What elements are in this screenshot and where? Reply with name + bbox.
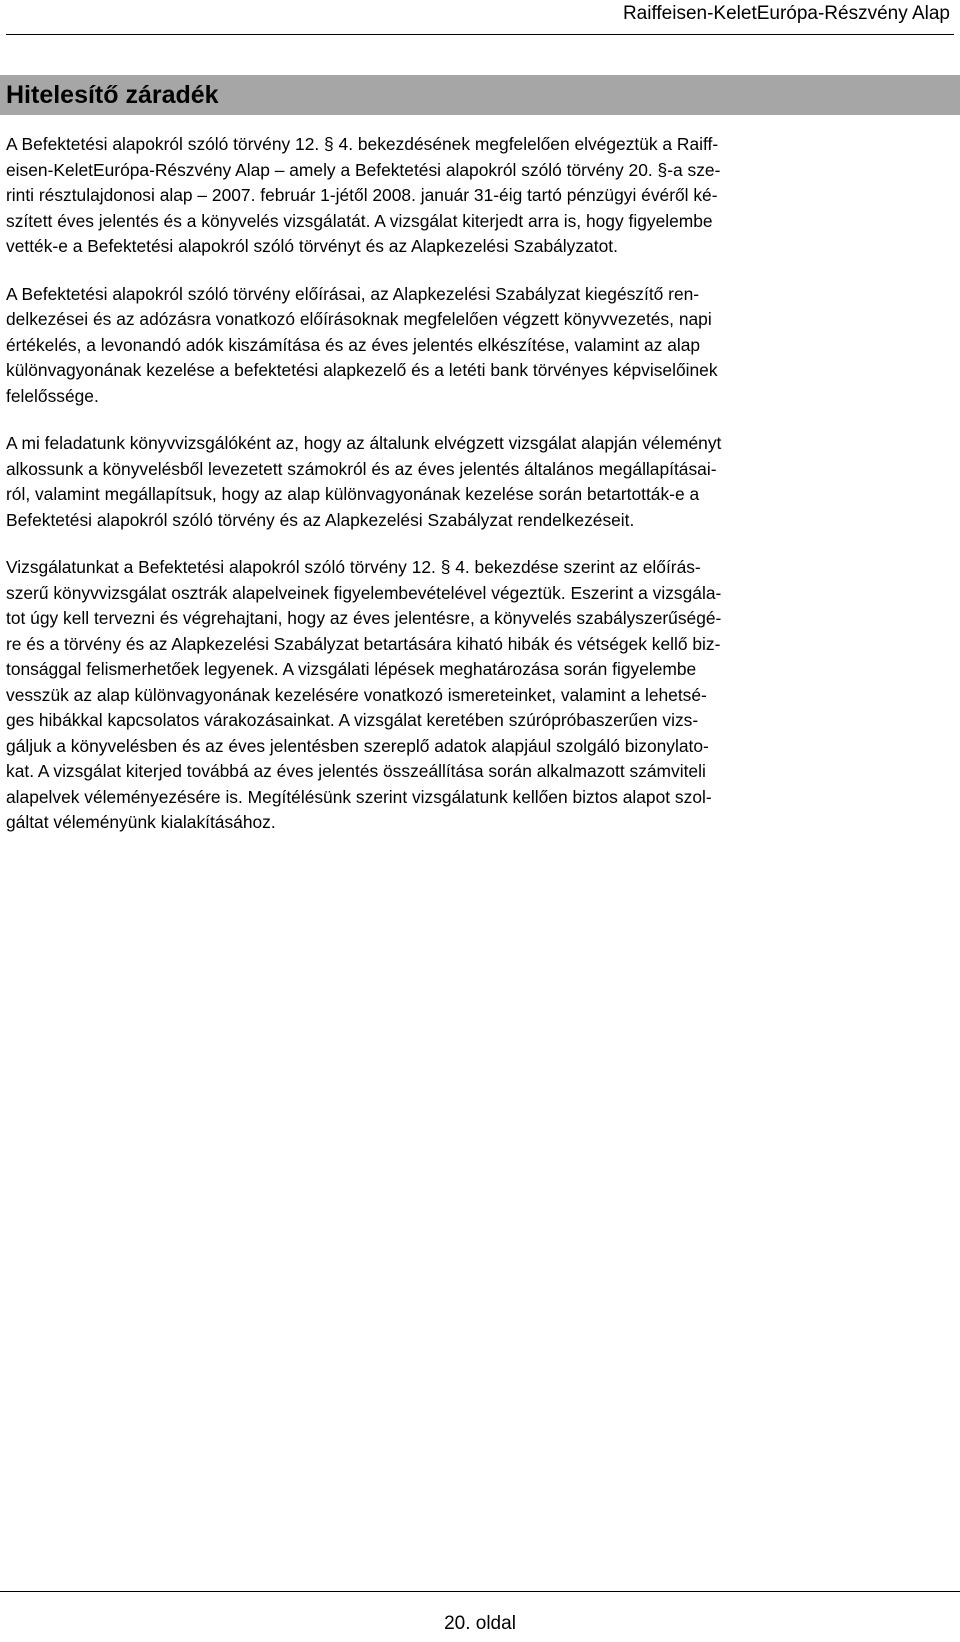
footer-divider: [0, 1591, 960, 1592]
paragraph-line: vesszük az alap különvagyonának kezelésére vonatkozó ismereteinket, valamint a lehetsé-: [6, 684, 707, 705]
paragraph-line: ról, valamint megállapítsuk, hogy az alap különvagyonának kezelése során betartották-e a: [6, 484, 700, 504]
running-header: Raiffeisen-KeletEurópa-Részvény Alap: [622, 3, 950, 24]
paragraph-line: A Befektetési alapokról szóló törvény előírásai, az Alapkezelési Szabályzat kiegészítő ren-: [6, 283, 700, 304]
paragraph-line: Befektetési alapokról szóló törvény és az Alapkezelési Szabályzat rendelkezéseit.: [6, 509, 635, 530]
paragraph-line: delkezései és az adózásra vonatkozó előírásoknak megfelelően végzett könyvvezetés, napi: [6, 309, 712, 329]
paragraph-line: vették-e a Befektetési alapokról szóló törvényt és az Alapkezelési Szabályzatot.: [6, 236, 618, 256]
paragraph-line: gáljuk a könyvelésben és az éves jelentésben szereplő adatok alapjául szolgáló bizonylato-: [6, 735, 709, 756]
section-title-bar: [0, 75, 960, 115]
paragraph-line: gáltat véleményünk kialakításához.: [6, 812, 276, 832]
paragraph-line: A mi feladatunk könyvvizsgálóként az, hogy az általunk elvégzett vizsgálat alapján véleményt: [6, 433, 722, 453]
page-number: 20. oldal: [444, 1613, 516, 1634]
paragraph-line: A Befektetési alapokról szóló törvény 12. § 4. bekezdésének megfelelően elvégeztük a Raiff-: [6, 134, 719, 154]
paragraph-line: Vizsgálatunkat a Befektetési alapokról szóló törvény 12. § 4. bekezdése szerint az előírás-: [6, 557, 701, 577]
paragraph-line: tonsággal felismerhetőek legyenek. A vizsgálati lépések meghatározása során figyelembe: [6, 659, 697, 679]
document-body: [6, 132, 960, 858]
paragraph-line: re és a törvény és az Alapkezelési Szabályzat betartására kiható hibák és vétségek kellő biz-: [6, 633, 721, 654]
paragraph-line: felelőssége.: [6, 385, 99, 406]
paragraph-line: szerű könyvvizsgálat osztrák alapelveinek figyelembevételével végeztük. Eszerint a vizsgála-: [6, 582, 722, 603]
paragraph-line: alapelvek véleményezésére is. Megítélésünk szerint vizsgálatunk kellően biztos alapot szol-: [6, 786, 712, 807]
paragraph-line: szített éves jelentés és a könyvelés vizsgálatát. A vizsgálat kiterjedt arra is, hogy figyelembe: [6, 210, 713, 231]
section-title: Hitelesítő záradék: [6, 81, 219, 109]
paragraph-line: rinti résztulajdonosi alap – 2007. február 1-jétől 2008. január 31-éig tartó pénzügyi évéről ké-: [6, 185, 718, 205]
paragraph-line: ges hibákkal kapcsolatos várakozásainkat. A vizsgálat keretében szúrópróbaszerűen vizs-: [6, 710, 699, 730]
body-paragraph: [6, 431, 960, 533]
paragraph-line: alkossunk a könyvelésből levezetett számokról és az éves jelentés általános megállapításai-: [6, 458, 717, 479]
body-paragraph: [6, 282, 960, 410]
paragraph-line: értékelés, a levonandó adók kiszámítása és az éves jelentés elkészítése, valamint az alap: [6, 334, 701, 355]
body-paragraph: [6, 555, 960, 836]
paragraph-line: különvagyonának kezelése a befektetési alapkezelő és a letéti bank törvényes képviselőinek: [6, 360, 718, 380]
body-paragraph: [6, 132, 960, 260]
paragraph-line: kat. A vizsgálat kiterjed továbbá az éves jelentés összeállítása során alkalmazott számviteli: [6, 761, 706, 781]
paragraph-line: eisen-KeletEurópa-Részvény Alap – amely a Befektetési alapokról szóló törvény 20. §-a sze-: [6, 159, 721, 180]
header-divider: [6, 34, 954, 35]
paragraph-line: tot úgy kell tervezni és végrehajtani, hogy az éves jelentésre, a könyvelés szabályszerűségé-: [6, 608, 722, 628]
